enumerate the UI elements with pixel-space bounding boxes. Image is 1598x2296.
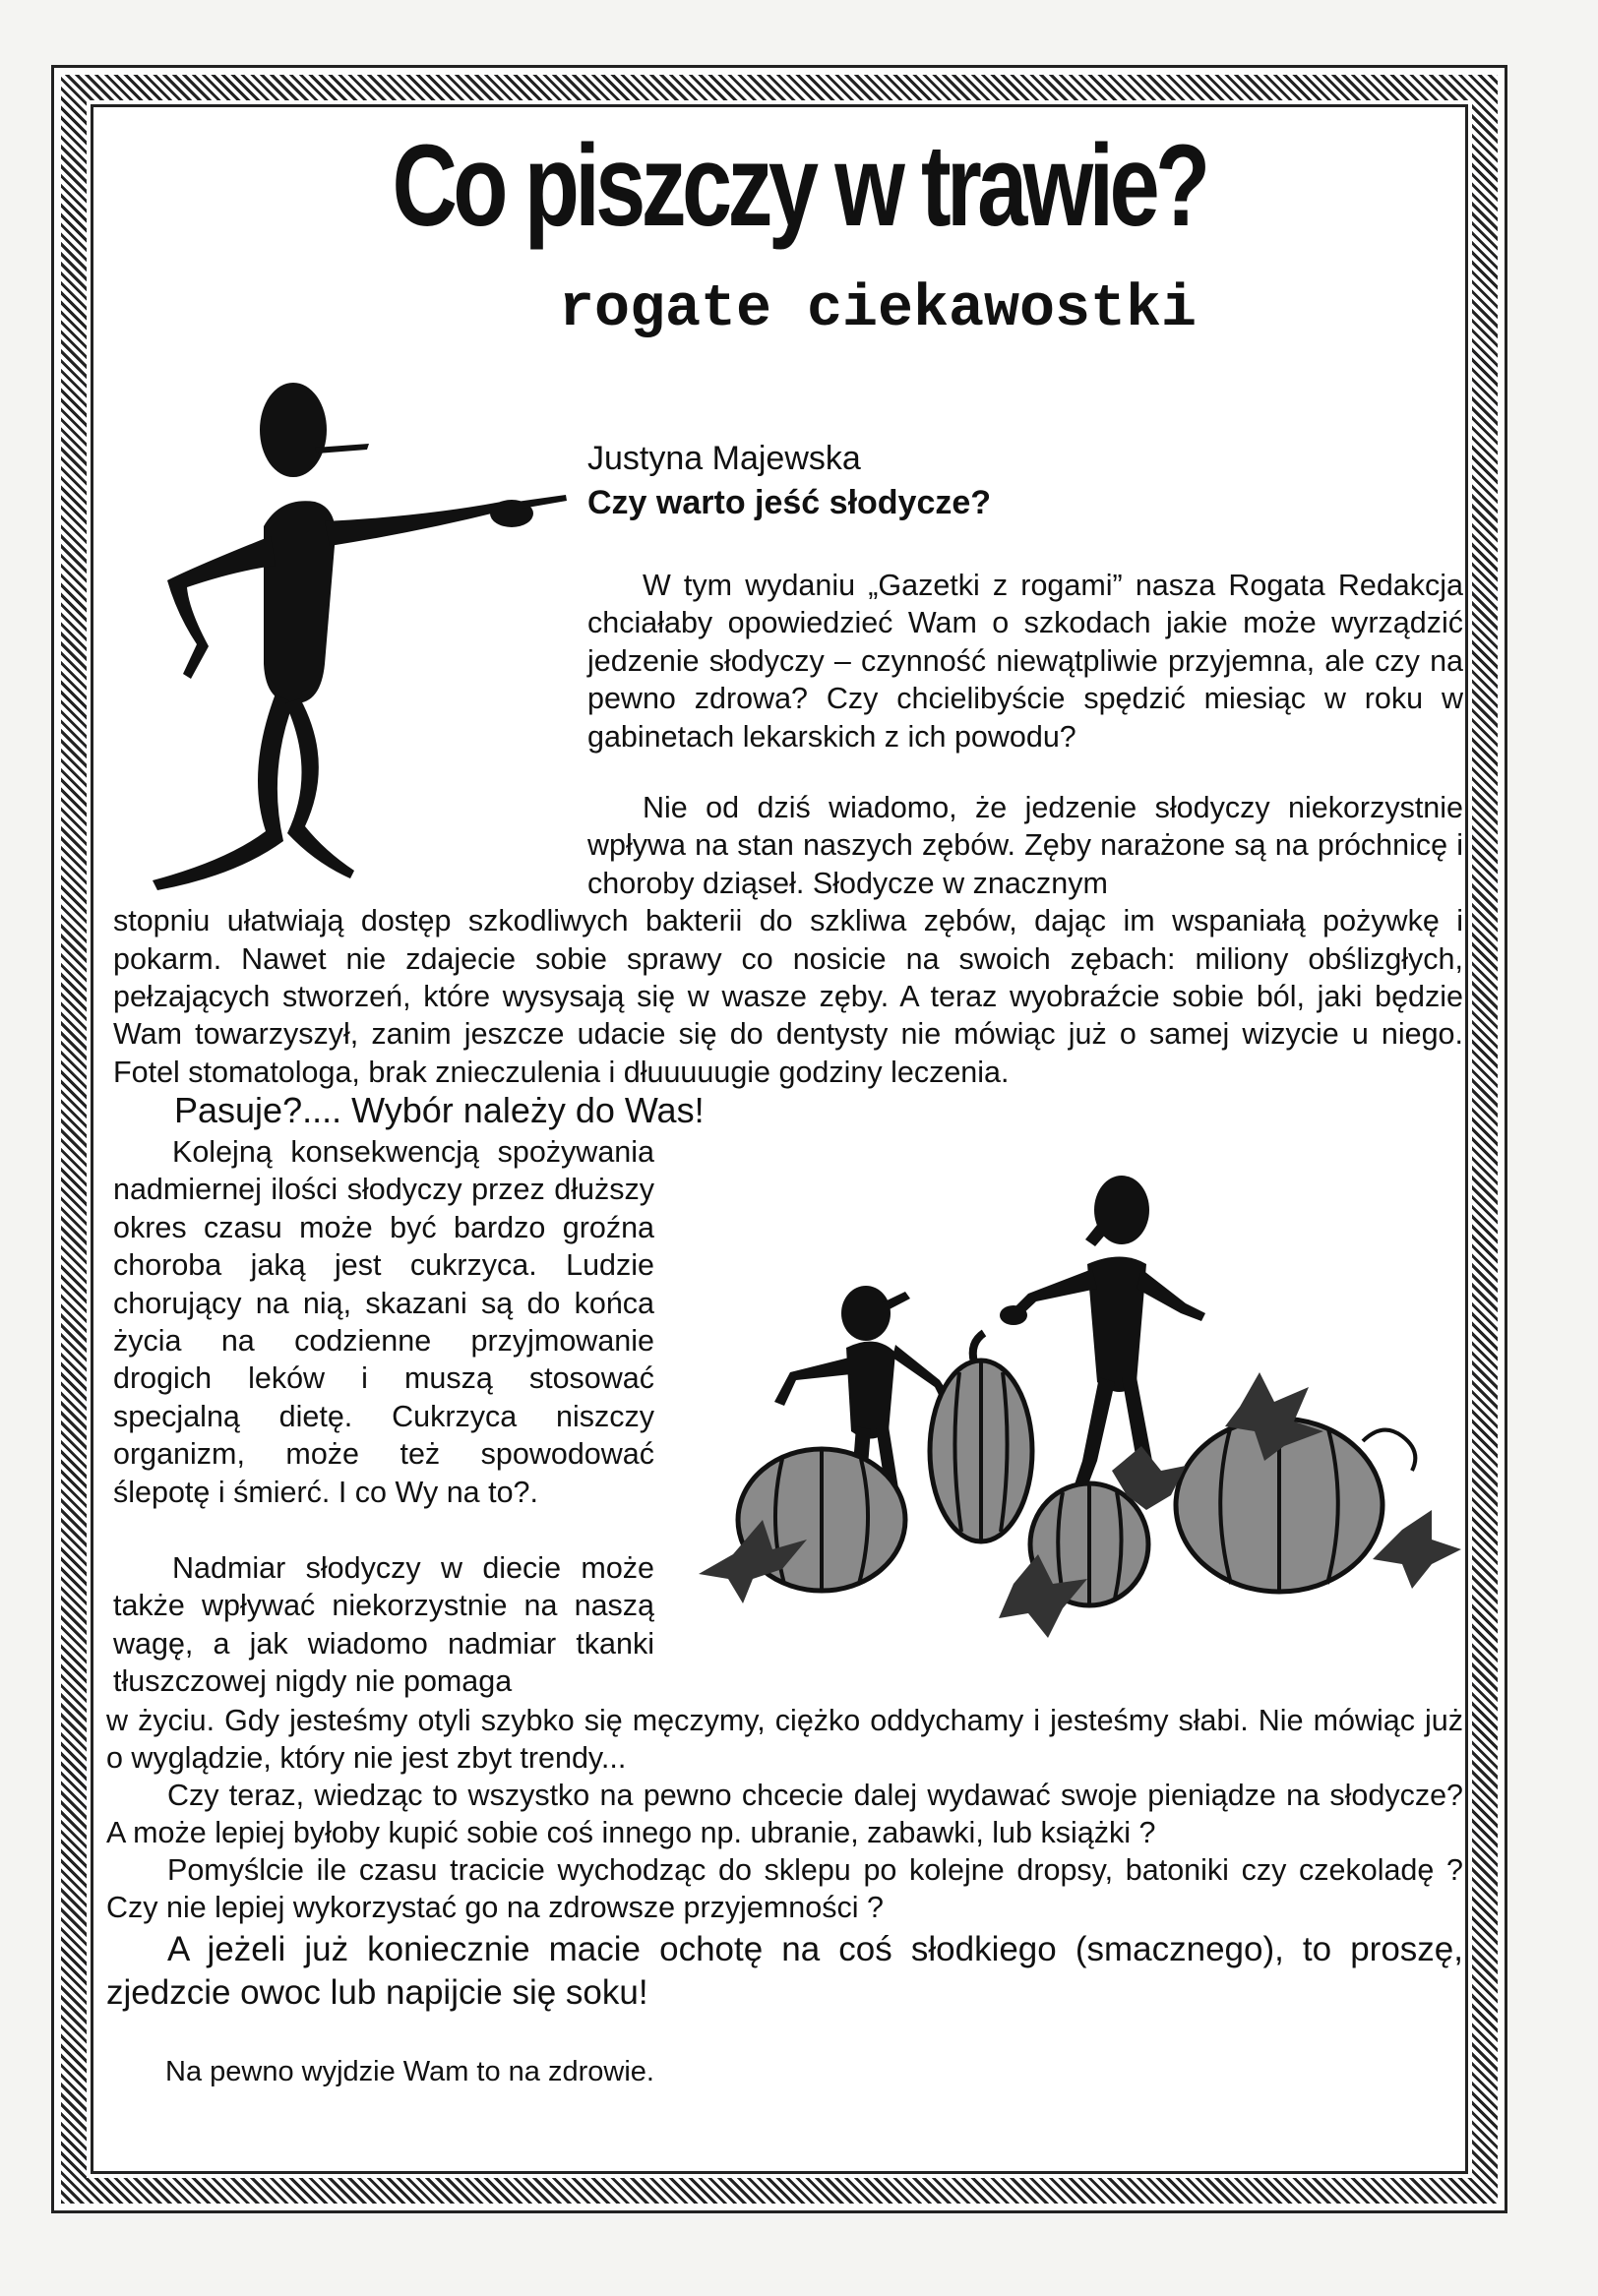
paragraph-weight: Nadmiar słodyczy w diecie może także wpływać niekorzystnie na naszą wagę, a jak wiadomo nadmiar tkanki tłuszczowej nigdy nie pomaga xyxy=(113,1551,654,1699)
paragraph-teeth-rest: stopniu ułatwiają dostęp szkodliwych bakterii do szkliwa zębów, dając im wspaniałą pożywkę i pokarm. Nawet nie zdajecie sobie sprawy co nosicie na swoich zębach: miliony obślizgłych, pełzających stworzeń, które wysysają się w wasze zęby. A teraz wyobraźcie sobie ból, jaki będzie Wam towarzyszył, zanim jeszcze udacie się do dentysty nie mówiąc już o samej wizycie u niego. Fotel stomatologa, brak znieczulenia i dłuuuuugie godziny leczenia. xyxy=(113,904,1463,1089)
paragraph-teeth xyxy=(113,789,1463,1091)
paragraph-time: Pomyślcie ile czasu tracicie wychodząc do sklepu po kolejne dropsy, batoniki czy czekoladę ? Czy nie lepiej wykorzystać go na zdrowsze przyjemności ? xyxy=(106,1853,1463,1925)
pumpkins-figures-illustration xyxy=(674,1166,1461,1677)
paragraph-diabetes: Kolejną konsekwencją spożywania nadmiernej ilości słodyczy przez dłuższy okres czasu może być bardzo groźna choroba jaką jest cukrzyca. Ludzie chorujący na nią, skazani są do końca życia na codzienne przyjmowanie drogich leków i muszą stosować specjalną dietę. Cukrzyca niszczy organizm, może też spowodować ślepotę i śmierć. I co Wy na to?. xyxy=(113,1135,654,1509)
paragraph-intro: W tym wydaniu „Gazetki z rogami” nasza Rogata Redakcja chciałaby opowiedzieć Wam o szkodach jakie może wyrządzić jedzenie słodyczy – czynność niewątpliwie przyjemna, ale czy na pewno zdrowa? Czy chcielibyście spędzić miesiąc w roku w gabinetach lekarskich z ich powodu? xyxy=(587,569,1463,754)
closing-line: Na pewno wyjdzie Wam to na zdrowie. xyxy=(165,2056,654,2087)
paragraph-weight-continued: w życiu. Gdy jesteśmy otyli szybko się męczymy, ciężko oddychamy i jesteśmy słabi. Nie mówiąc już o wyglądzie, który nie jest zbyt trendy... xyxy=(106,1704,1463,1776)
article-question: Czy warto jeść słodycze? xyxy=(587,484,992,521)
paragraph-fruit-advice: A jeżeli już koniecznie macie ochotę na coś słodkiego (smacznego), to proszę, zjedzcie owoc lub napijcie się soku! xyxy=(106,1930,1463,2012)
paragraph-teeth-lead: Nie od dziś wiadomo, że jedzenie słodyczy niekorzystnie wpływa na stan naszych zębów. Zęby narażone są na próchnicę i choroby dziąseł. Słodycze w znacznym xyxy=(587,791,1463,900)
page-title: Co piszczy w trawie? xyxy=(392,121,1206,251)
choice-heading: Pasuje?.... Wybór należy do Was! xyxy=(174,1090,705,1130)
article-author: Justyna Majewska xyxy=(587,440,861,477)
page-subtitle: rogate ciekawostki xyxy=(558,276,1198,343)
paragraph-money: Czy teraz, wiedząc to wszystko na pewno chcecie dalej wydawać swoje pieniądze na słodycze? A może lepiej byłoby kupić sobie coś innego np. ubranie, zabawki, lub książki ? xyxy=(106,1779,1463,1850)
